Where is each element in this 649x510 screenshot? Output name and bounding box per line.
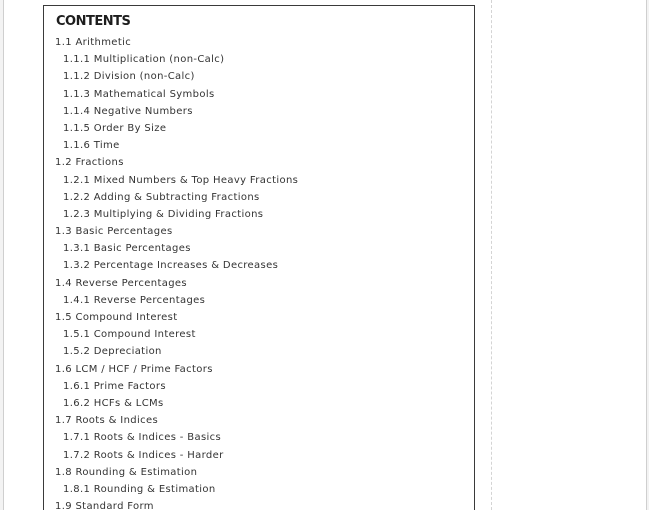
toc-subsection-link[interactable]: 1.3.1 Basic Percentages: [63, 243, 191, 255]
toc-subsection-link[interactable]: 1.6.2 HCFs & LCMs: [63, 397, 164, 409]
toc-subsection-link[interactable]: 1.1.3 Mathematical Symbols: [63, 88, 215, 100]
toc-subsection-link[interactable]: 1.1.4 Negative Numbers: [63, 105, 193, 117]
toc-subsection-link[interactable]: 1.1.2 Division (non-Calc): [63, 71, 195, 83]
toc-subsection-link[interactable]: 1.3.2 Percentage Increases & Decreases: [63, 260, 279, 272]
toc-subsection-link[interactable]: 1.5.2 Depreciation: [63, 346, 162, 358]
toc-subsection-link[interactable]: 1.6.1 Prime Factors: [63, 380, 166, 392]
table-of-contents: [43, 5, 475, 510]
toc-subsection-link[interactable]: 1.4.1 Reverse Percentages: [63, 294, 206, 306]
toc-section-link[interactable]: 1.5 Compound Interest: [55, 312, 178, 323]
toc-section-link[interactable]: 1.9 Standard Form: [55, 501, 154, 510]
toc-subsection-link[interactable]: 1.1.5 Order By Size: [63, 122, 167, 134]
page-margin-guide: [491, 0, 492, 510]
toc-section-link[interactable]: 1.7 Roots & Indices: [55, 415, 159, 427]
toc-subsection-link[interactable]: 1.2.2 Adding & Subtracting Fractions: [63, 191, 260, 203]
toc-subsection-link[interactable]: 1.7.2 Roots & Indices - Harder: [63, 449, 224, 461]
toc-subsection-link[interactable]: 1.1.1 Multiplication (non-Calc): [63, 54, 225, 66]
toc-subsection-link[interactable]: 1.8.1 Rounding & Estimation: [63, 483, 216, 495]
toc-subsection-link[interactable]: 1.7.1 Roots & Indices - Basics: [63, 432, 222, 444]
toc-section-link[interactable]: 1.1 Arithmetic: [55, 37, 132, 48]
toc-section-link[interactable]: 1.2 Fractions: [55, 157, 124, 169]
contents-list: [55, 34, 298, 510]
toc-section-link[interactable]: 1.4 Reverse Percentages: [55, 277, 187, 289]
toc-section-link[interactable]: 1.6 LCM / HCF / Prime Factors: [55, 363, 213, 375]
toc-section-link[interactable]: 1.3 Basic Percentages: [55, 226, 173, 238]
contents-heading: CONTENTS: [56, 14, 131, 29]
toc-subsection-link[interactable]: 1.2.3 Multiplying & Dividing Fractions: [63, 208, 264, 220]
toc-section-link[interactable]: 1.8 Rounding & Estimation: [55, 466, 198, 478]
toc-subsection-link[interactable]: 1.2.1 Mixed Numbers & Top Heavy Fractions: [63, 174, 299, 186]
toc-subsection-link[interactable]: 1.1.6 Time: [63, 140, 120, 152]
document-page: [3, 0, 647, 510]
toc-subsection-link[interactable]: 1.5.1 Compound Interest: [63, 329, 196, 341]
